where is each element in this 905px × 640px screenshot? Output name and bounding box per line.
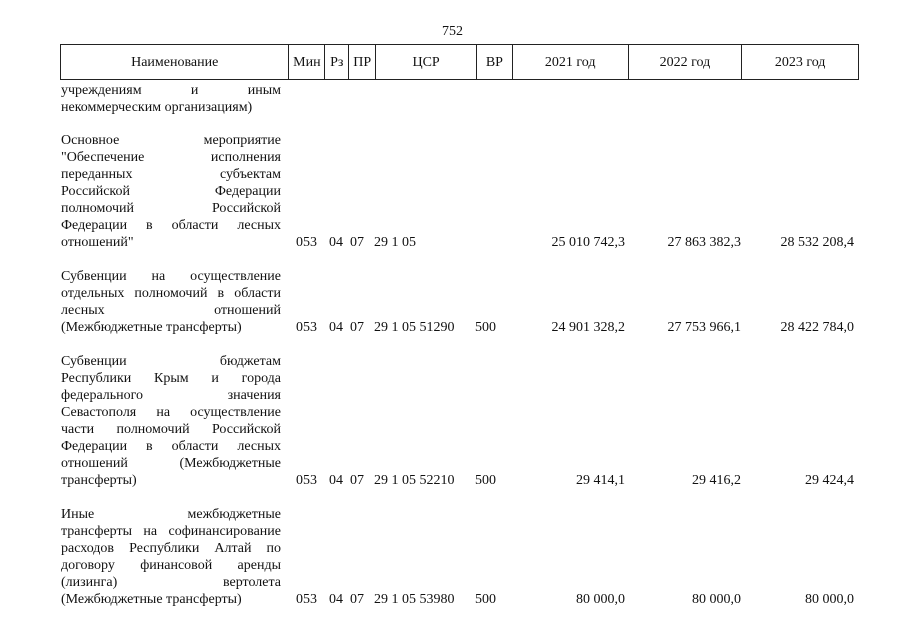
table-row (60, 268, 860, 336)
row-name-line: Иные межбюджетные (61, 507, 281, 522)
cell-y2022: 80 000,0 (692, 592, 741, 607)
cell-pr: 07 (350, 235, 364, 250)
row-name-line: переданных субъектам (61, 167, 281, 182)
page-number: 752 (442, 24, 463, 39)
table-row (60, 353, 860, 489)
row-name-line: отношений" (61, 235, 134, 250)
row-name-line: отношений (Межбюджетные (61, 456, 281, 471)
header-2023: 2023 год (774, 55, 826, 70)
cell-y2021: 80 000,0 (576, 592, 625, 607)
cell-y2021: 29 414,1 (576, 473, 625, 488)
row-name-line: трансферты на софинансирование (61, 524, 281, 539)
row-name-line: (лизинга) вертолета (61, 575, 281, 590)
cell-y2021: 25 010 742,3 (551, 235, 625, 250)
row-name-line: некоммерческим организациям) (61, 100, 253, 115)
row-name-line: полномочий Российской (61, 201, 281, 216)
cell-min: 053 (296, 235, 317, 250)
table-row (60, 132, 860, 251)
cell-csr: 29 1 05 (374, 235, 416, 250)
row-name-line: Основное мероприятие (61, 133, 281, 148)
cell-y2021: 24 901 328,2 (551, 320, 625, 335)
cell-rz: 04 (329, 592, 343, 607)
row-name-line: учреждениям и иным (61, 83, 281, 98)
row-name-line: расходов Республики Алтай по (61, 541, 281, 556)
header-rz: Рз (325, 45, 349, 79)
table-body (60, 82, 860, 625)
cell-rz: 04 (329, 235, 343, 250)
row-name-line: части полномочий Российской (61, 422, 281, 437)
cell-vr: 500 (475, 592, 496, 607)
row-name-line: лесных отношений (61, 303, 281, 318)
row-name-line: Севастополя на осуществление (61, 405, 281, 420)
row-name-line: Субвенции на осуществление (61, 269, 281, 284)
row-name-line: Федерации в области лесных (61, 218, 281, 233)
cell-y2023: 28 422 784,0 (780, 320, 854, 335)
row-name (60, 132, 281, 251)
table-header (60, 44, 859, 80)
row-name (60, 268, 281, 336)
row-name (60, 82, 281, 116)
row-name-line: Федерации в области лесных (61, 439, 281, 454)
row-name-line: федерального значения (61, 388, 281, 403)
cell-y2022: 29 416,2 (692, 473, 741, 488)
cell-pr: 07 (350, 473, 364, 488)
cell-y2022: 27 863 382,3 (667, 235, 741, 250)
cell-pr: 07 (350, 320, 364, 335)
cell-pr: 07 (350, 592, 364, 607)
row-name-line: договору финансовой аренды (61, 558, 281, 573)
row-name-line: (Межбюджетные трансферты) (61, 592, 242, 607)
cell-csr: 29 1 05 52210 (374, 473, 455, 488)
header-name: Наименование (61, 45, 289, 79)
cell-min: 053 (296, 473, 317, 488)
row-name-line: Республики Крым и города (61, 371, 281, 386)
cell-rz: 04 (329, 473, 343, 488)
row-name-line: "Обеспечение исполнения (61, 150, 281, 165)
cell-min: 053 (296, 592, 317, 607)
cell-y2023: 28 532 208,4 (780, 235, 854, 250)
cell-csr: 29 1 05 51290 (374, 320, 455, 335)
cell-rz: 04 (329, 320, 343, 335)
row-name-line: (Межбюджетные трансферты) (61, 320, 242, 335)
table-row (60, 506, 860, 608)
row-name-line: Российской Федерации (61, 184, 281, 199)
cell-vr: 500 (475, 473, 496, 488)
cell-csr: 29 1 05 53980 (374, 592, 455, 607)
row-name-line: отдельных полномочий в области (61, 286, 281, 301)
row-name-line: трансферты) (61, 473, 137, 488)
header-2021: 2021 год (513, 45, 629, 79)
row-name-line: Субвенции бюджетам (61, 354, 281, 369)
header-2022: 2022 год (629, 45, 743, 79)
header-pr: ПР (349, 45, 376, 79)
header-csr: ЦСР (376, 45, 477, 79)
row-name (60, 506, 281, 608)
row-name (60, 353, 281, 489)
header-vr: ВР (477, 45, 513, 79)
cell-y2023: 29 424,4 (805, 473, 854, 488)
header-min: Мин (289, 45, 325, 79)
cell-y2022: 27 753 966,1 (667, 320, 741, 335)
table-row (60, 82, 860, 116)
cell-y2023: 80 000,0 (805, 592, 854, 607)
cell-vr: 500 (475, 320, 496, 335)
cell-min: 053 (296, 320, 317, 335)
